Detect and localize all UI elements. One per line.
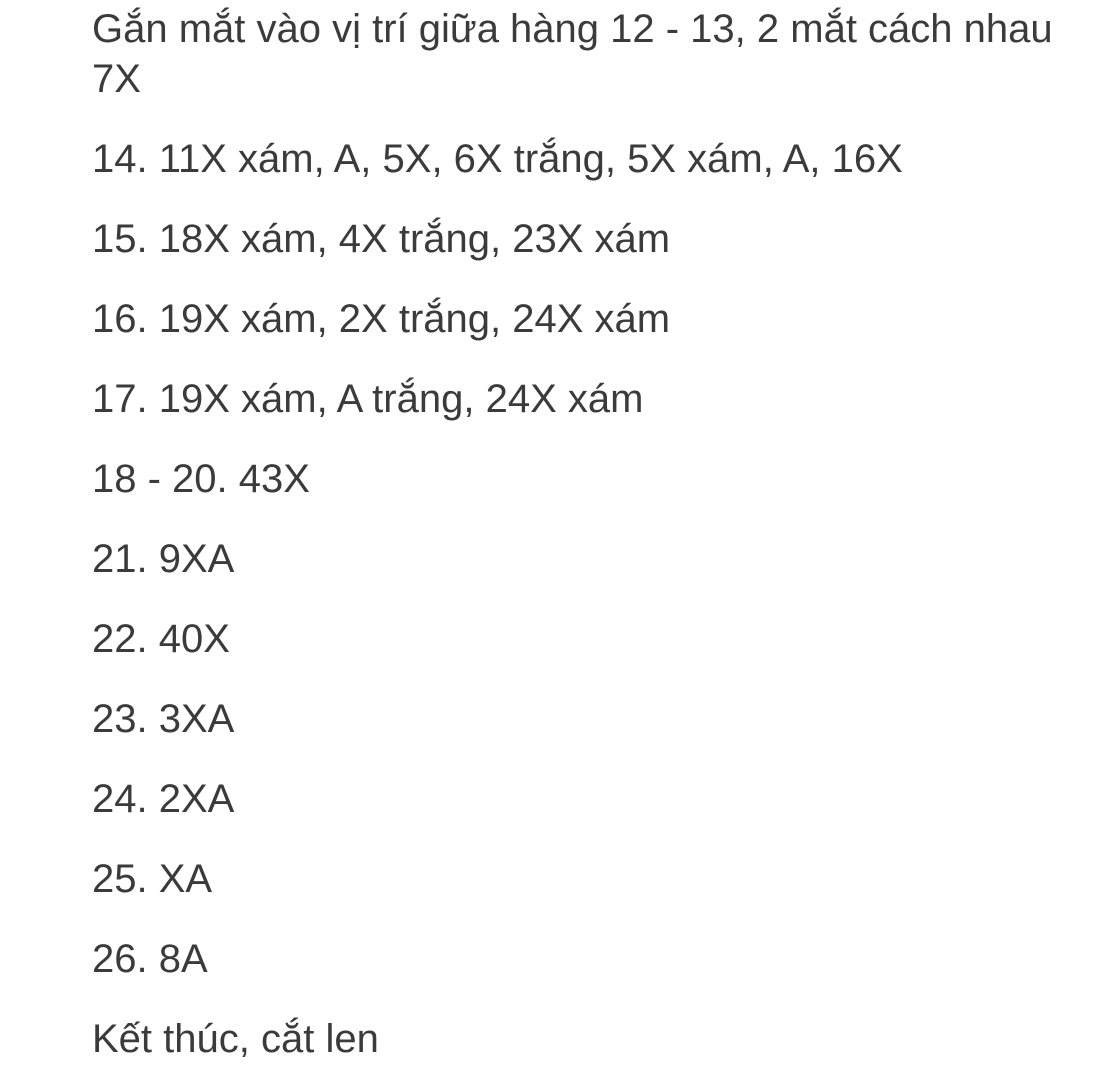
pattern-line-row-17: 17. 19X xám, A trắng, 24X xám — [92, 377, 644, 421]
pattern-line-finish: Kết thúc, cắt len — [92, 1017, 379, 1061]
pattern-line-row-16: 16. 19X xám, 2X trắng, 24X xám — [92, 297, 671, 341]
pattern-line-row-15: 15. 18X xám, 4X trắng, 23X xám — [92, 217, 671, 261]
pattern-text — [92, 4, 1072, 1064]
pattern-line-eyes-note: Gắn mắt vào vị trí giữa hàng 12 - 13, 2 mắt cách nhau 7X — [92, 7, 1053, 101]
pattern-line-row-22: 22. 40X — [92, 617, 230, 661]
pattern-line-row-25: 25. XA — [92, 857, 213, 901]
pattern-line-row-24: 24. 2XA — [92, 777, 235, 821]
pattern-line-row-23: 23. 3XA — [92, 697, 235, 741]
pattern-line-rows-18-20: 18 - 20. 43X — [92, 457, 310, 501]
pattern-line-row-21: 21. 9XA — [92, 537, 235, 581]
pattern-line-row-26: 26. 8A — [92, 937, 208, 981]
pattern-line-row-14: 14. 11X xám, A, 5X, 6X trắng, 5X xám, A, 16X — [92, 137, 903, 181]
